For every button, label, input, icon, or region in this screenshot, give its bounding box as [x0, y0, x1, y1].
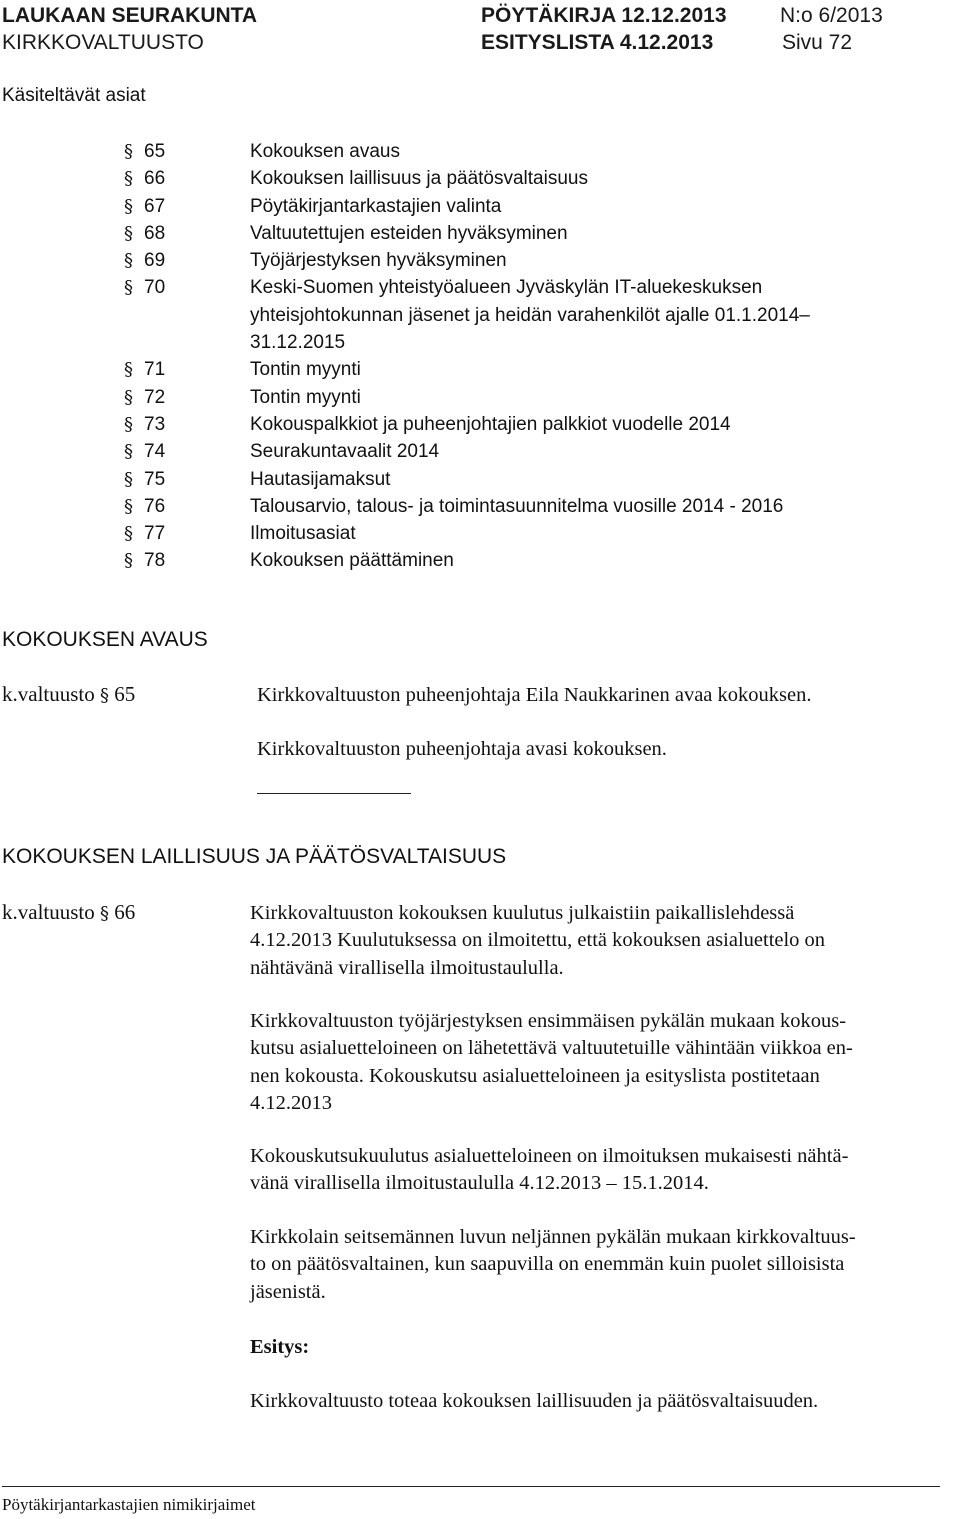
- agenda-item: [124, 138, 890, 165]
- agenda-item: [124, 274, 890, 356]
- agenda-item-number: 68: [144, 222, 166, 244]
- decision-text: Kirkkovaltuuston puheenjohtaja avasi kokouksen.: [257, 738, 667, 760]
- agenda-item-number: 72: [144, 386, 166, 408]
- agenda-item: [124, 438, 890, 465]
- section-65-tag: [2, 682, 135, 707]
- agenda-item: [124, 411, 890, 438]
- section-symbol: §: [124, 222, 133, 244]
- agenda-item-title-line: Kokouksen avaus: [250, 141, 400, 162]
- section-symbol: §: [124, 141, 133, 162]
- section-65-proposal: [257, 682, 929, 709]
- org-name: LAUKAAN SEURAKUNTA: [2, 4, 258, 27]
- agenda-item-number: 74: [144, 441, 166, 463]
- agenda-item-number: 71: [144, 359, 166, 381]
- para-line: to on päätösvaltainen, kun saapuvilla on enemmän kuin puolet silloisista: [250, 1253, 845, 1276]
- agenda-item-title-line: 31.12.2015: [250, 332, 346, 354]
- agenda-item: [124, 520, 890, 547]
- section-symbol: §: [124, 523, 133, 545]
- section-66-para-1: [250, 900, 922, 982]
- section-symbol: §: [124, 195, 133, 217]
- agenda-item-title-line: Tontin myynti: [250, 359, 361, 381]
- agenda-item-title-line: Pöytäkirjantarkastajien valinta: [250, 195, 502, 217]
- agenda-item-title: [250, 356, 890, 383]
- agenda-item-title: [250, 165, 890, 192]
- agenda-item-title: [250, 411, 890, 438]
- decision-rule: [257, 793, 411, 794]
- page-number: Sivu 72: [782, 31, 853, 54]
- page-header: [2, 2, 942, 56]
- tag-number: 65: [114, 682, 136, 706]
- section-symbol: §: [100, 685, 109, 706]
- agenda-item-title-line: Työjärjestyksen hyväksyminen: [250, 250, 507, 272]
- section-symbol: §: [124, 441, 133, 463]
- agenda-item-title-line: Seurakuntavaalit 2014: [250, 441, 440, 463]
- section-symbol: §: [124, 413, 133, 435]
- agenda-item-title-line: Hautasijamaksut: [250, 468, 391, 490]
- section-symbol: §: [124, 359, 133, 381]
- section-66-para-4: [250, 1224, 922, 1306]
- section-symbol: §: [124, 550, 133, 572]
- tag-number: 66: [114, 900, 136, 924]
- section-symbol: §: [124, 250, 133, 272]
- agenda-item: [124, 165, 890, 192]
- footer-rule: [2, 1486, 940, 1487]
- agenda-item: [124, 220, 890, 247]
- section-symbol: §: [124, 386, 133, 408]
- agenda-item-title: [250, 220, 890, 247]
- esitys-text: [250, 1388, 922, 1415]
- tag-prefix: k.valtuusto: [2, 900, 95, 924]
- agenda-item-title: [250, 384, 890, 411]
- agenda-item-number: 75: [144, 468, 166, 490]
- agenda-heading: Käsiteltävät asiat: [2, 85, 146, 106]
- section-66-tag: [2, 900, 135, 925]
- agenda-item-number: 73: [144, 413, 166, 435]
- para-line: nen kokousta. Kokouskutsu asialuetteloineen ja esityslista postitetaan: [250, 1064, 820, 1087]
- para-line: 4.12.2013: [250, 1091, 332, 1114]
- section-66-para-3: [250, 1143, 922, 1198]
- agenda-item-number: 67: [144, 195, 166, 217]
- proposal-text: Kirkkovaltuuston puheenjohtaja Eila Naukkarinen avaa kokouksen.: [257, 684, 812, 706]
- section-66-heading: KOKOUKSEN LAILLISUUS JA PÄÄTÖSVALTAISUUS: [2, 845, 507, 868]
- section-66-para-2: [250, 1008, 922, 1117]
- para-line: 4.12.2013 Kuulutuksessa on ilmoitettu, että kokouksen asialuettelo on: [250, 929, 826, 952]
- agenda-item-number: 69: [144, 250, 166, 272]
- agenda-item-number: 65: [144, 141, 166, 162]
- para-line: vänä virallisella ilmoitustaululla 4.12.2013 – 15.1.2014.: [250, 1172, 709, 1195]
- agenda-item-title-line: Keski-Suomen yhteistyöalueen Jyväskylän IT-aluekeskuksen: [250, 277, 763, 299]
- para-line: jäsenistä.: [250, 1280, 326, 1303]
- section-symbol: §: [124, 277, 133, 299]
- agenda-item: [124, 384, 890, 411]
- agenda-item-title-line: Kokouksen laillisuus ja päätösvaltaisuus: [250, 168, 588, 190]
- para-line: Kirkkovaltuuston työjärjestyksen ensimmäisen pykälän mukaan kokous-: [250, 1010, 847, 1032]
- agenda-item: [124, 356, 890, 383]
- para-line: nähtävänä virallisella ilmoitustaululla.: [250, 956, 564, 979]
- agenda-item-number: 76: [144, 495, 166, 517]
- section-symbol: §: [124, 468, 133, 490]
- section-symbol: §: [124, 495, 133, 517]
- esitys-label: Esitys:: [250, 1336, 310, 1358]
- agenda-item-title: [250, 193, 890, 220]
- agenda-item-title-line: Kokouspalkkiot ja puheenjohtajien palkkiot vuodelle 2014: [250, 413, 731, 435]
- agenda-item: [124, 493, 890, 520]
- agenda-item-title: [250, 493, 890, 520]
- agenda-item-title: [250, 520, 890, 547]
- agenda-item-title-line: Ilmoitusasiat: [250, 523, 356, 545]
- agenda-date: ESITYSLISTA 4.12.2013: [481, 31, 714, 54]
- agenda-item-title: [250, 466, 890, 493]
- agenda-item-title: [250, 274, 890, 356]
- agenda-item-title-line: Valtuutettujen esteiden hyväksyminen: [250, 222, 568, 244]
- agenda-item-number: 78: [144, 550, 166, 572]
- agenda-item-number: 70: [144, 277, 166, 299]
- agenda-item-title-line: Tontin myynti: [250, 386, 361, 408]
- tag-prefix: k.valtuusto: [2, 682, 95, 706]
- footer-initials-label: Pöytäkirjantarkastajien nimikirjaimet: [2, 1495, 256, 1514]
- section-65-heading: KOKOUKSEN AVAUS: [2, 628, 208, 651]
- agenda-item: [124, 193, 890, 220]
- para-line: Kirkkolain seitsemännen luvun neljännen pykälän mukaan kirkkovaltuus-: [250, 1226, 856, 1248]
- agenda-item-title-line: Kokouksen päättäminen: [250, 550, 454, 572]
- section-symbol: §: [100, 903, 109, 924]
- agenda-list: [124, 138, 890, 575]
- agenda-item: [124, 547, 890, 574]
- agenda-item-title: [250, 438, 890, 465]
- doc-number: N:o 6/2013: [780, 4, 883, 27]
- agenda-item-title: [250, 247, 890, 274]
- agenda-item-number: 66: [144, 168, 166, 190]
- para-line: Kirkkovaltuuston kokouksen kuulutus julkaistiin paikallislehdessä: [250, 902, 795, 924]
- agenda-item-title: [250, 138, 890, 165]
- agenda-item-title-line: yhteisjohtokunnan jäsenet ja heidän varahenkilöt ajalle 01.1.2014–: [250, 304, 810, 326]
- agenda-item-title: [250, 547, 890, 574]
- doc-type: PÖYTÄKIRJA 12.12.2013: [481, 4, 727, 27]
- section-symbol: §: [124, 168, 133, 190]
- body-name: KIRKKOVALTUUSTO: [2, 31, 204, 54]
- section-65-decision: [257, 736, 929, 763]
- agenda-item: [124, 466, 890, 493]
- agenda-item: [124, 247, 890, 274]
- esitys-line: Kirkkovaltuusto toteaa kokouksen laillisuuden ja päätösvaltaisuuden.: [250, 1390, 819, 1412]
- para-line: Kokouskutsukuulutus asialuetteloineen on ilmoituksen mukaisesti nähtä-: [250, 1145, 849, 1167]
- agenda-item-title-line: Talousarvio, talous- ja toimintasuunnitelma vuosille 2014 - 2016: [250, 495, 784, 517]
- agenda-item-number: 77: [144, 523, 166, 545]
- para-line: kutsu asialuetteloineen on lähetettävä valtuutetuille vähintään viikkoa en-: [250, 1037, 853, 1060]
